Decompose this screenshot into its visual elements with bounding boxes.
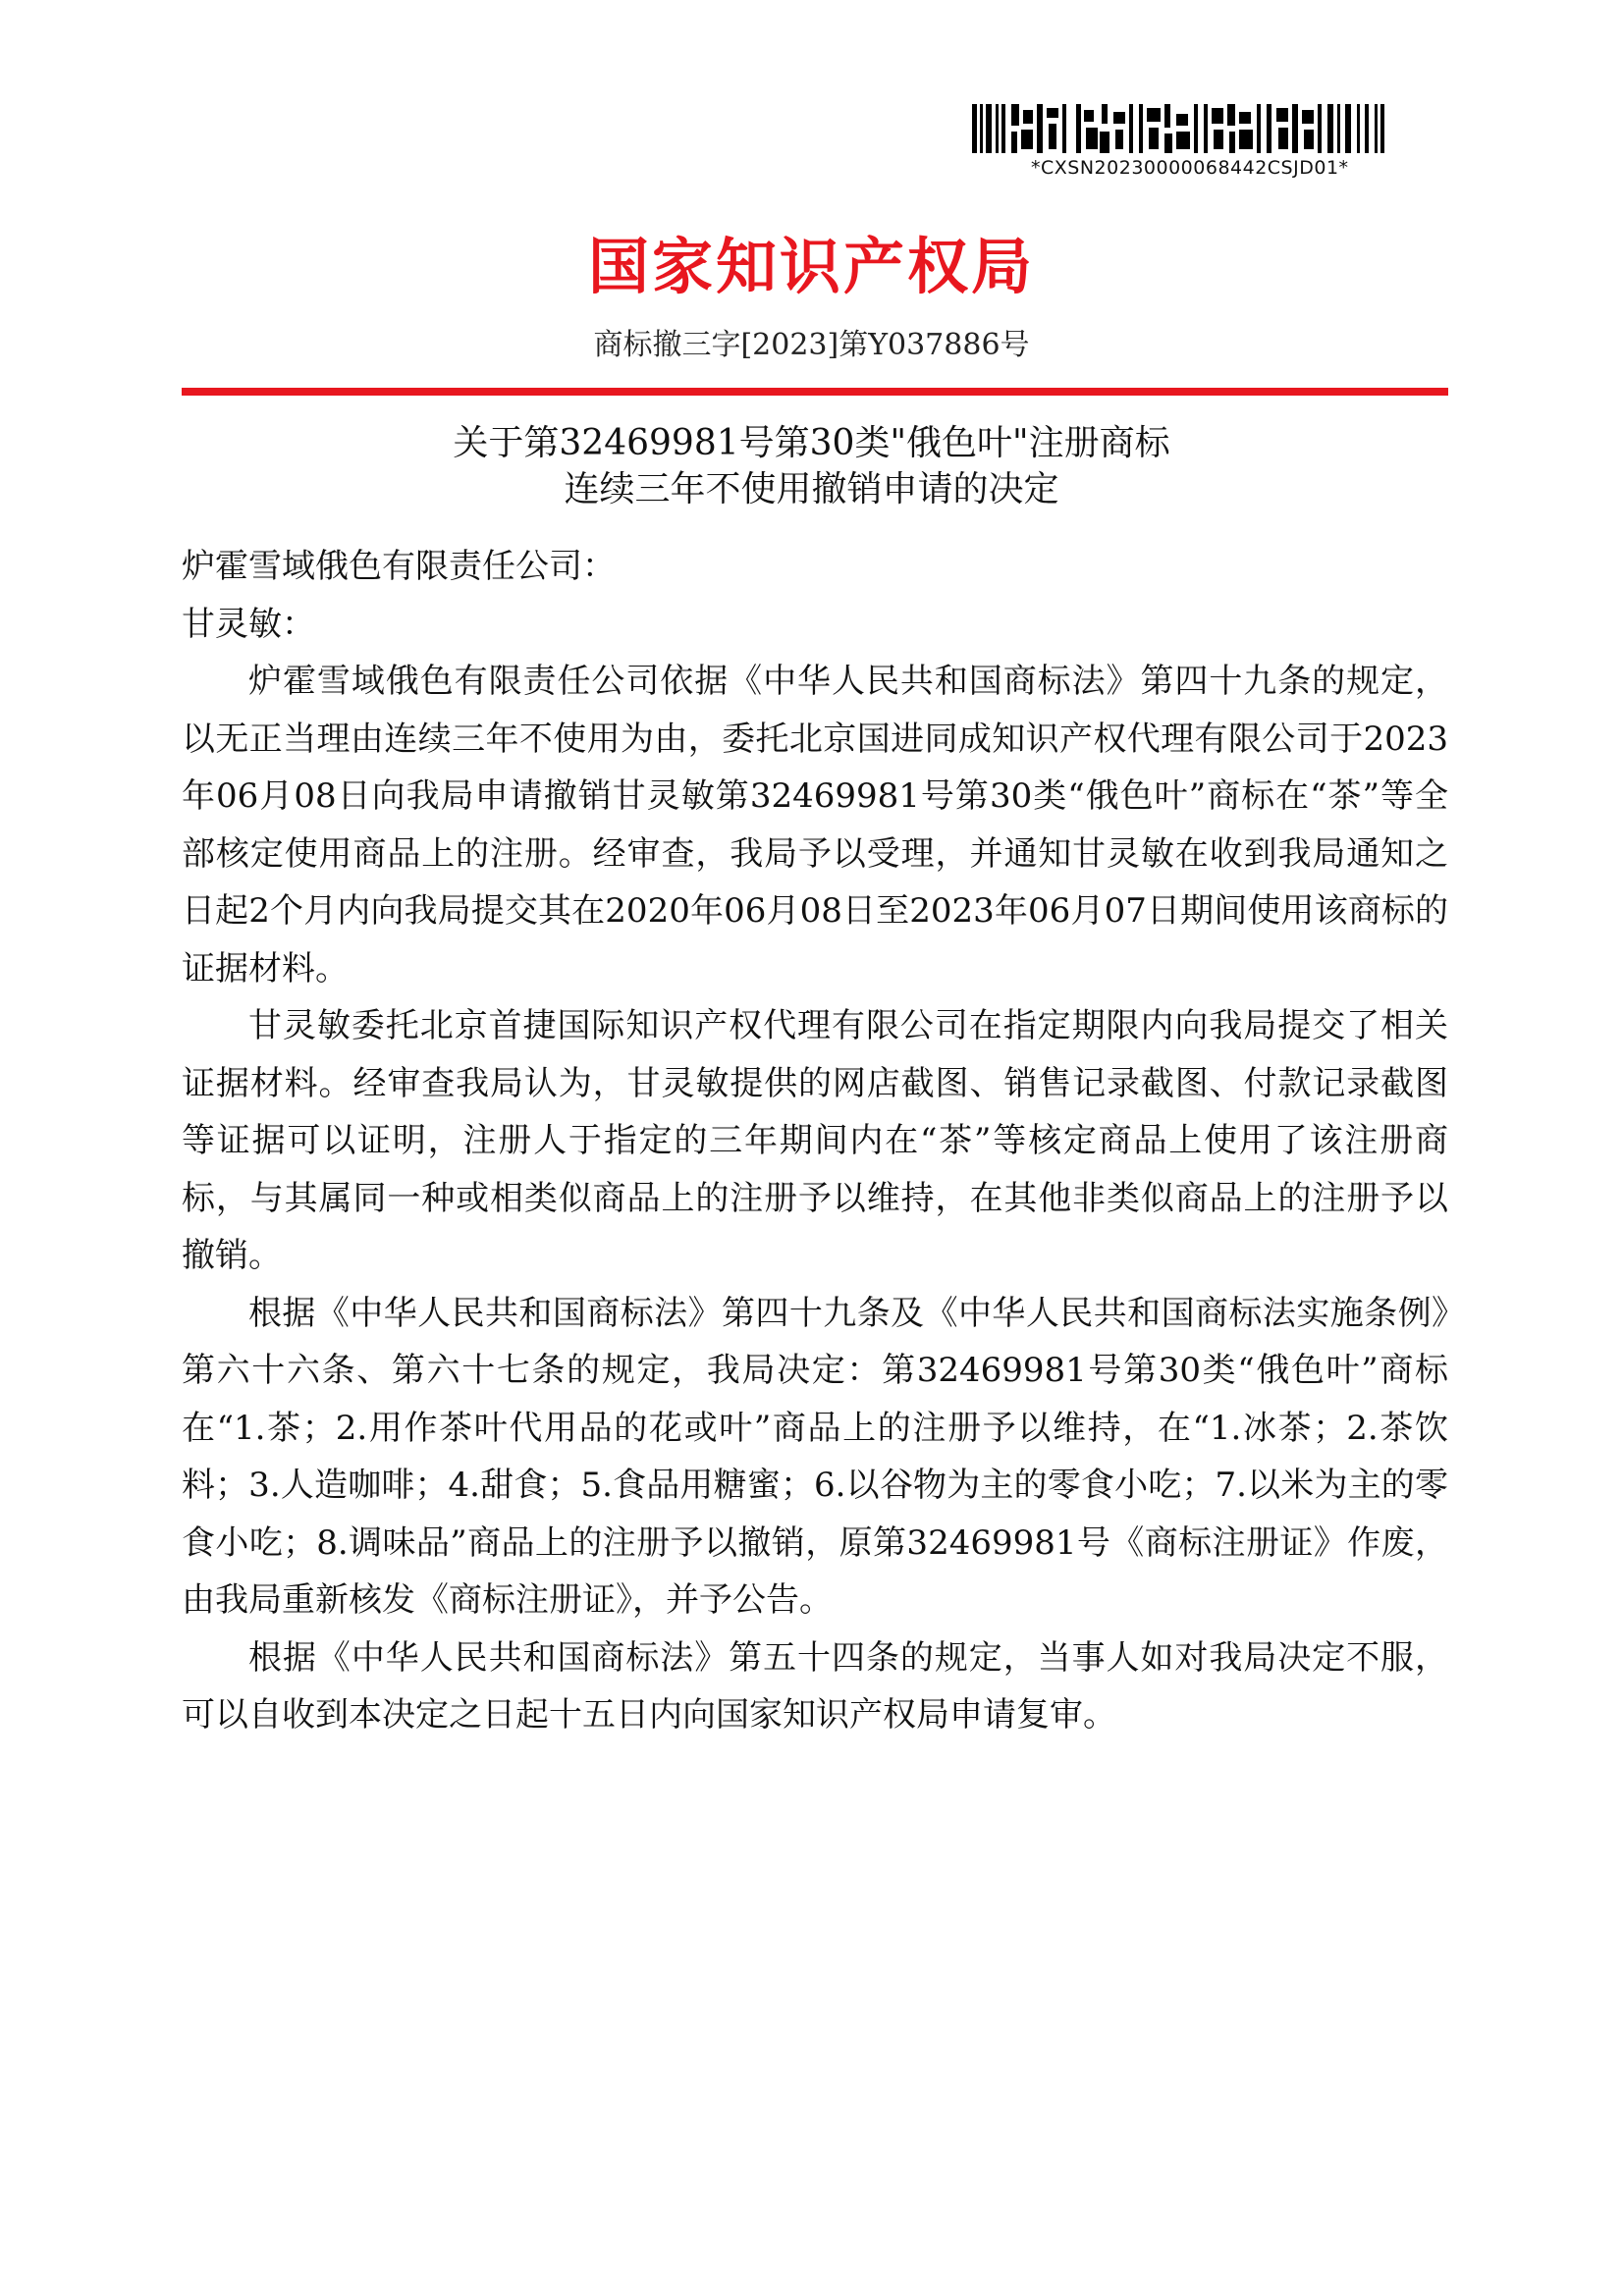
- paragraph-appeal: 根据《中华人民共和国商标法》第五十四条的规定，当事人如对我局决定不服，可以自收到本决定之日起十五日内向国家知识产权局申请复审。: [182, 1637, 1448, 1735]
- red-divider: [182, 388, 1448, 396]
- document-body: [182, 538, 1448, 1744]
- barcode-icon: [972, 104, 1384, 153]
- paragraph-decision: 根据《中华人民共和国商标法》第四十九条及《中华人民共和国商标法实施条例》第六十六条、第六十七条的规定，我局决定：第32469981号第30类“俄色叶”商标在“1.茶；2.用作茶叶代用品的花或叶”商品上的注册予以维持，在“1.冰茶；2.茶饮料；3.人造咖啡；4.甜食；5.食品用糖蜜；6.以谷物为主的零食小吃；7.以米为主的零食小吃；8.调味品”商品上的注册予以撤销，原第32469981号《商标注册证》作废，由我局重新核发《商标注册证》，并予公告。: [182, 1293, 1448, 1620]
- addressee-registrant: 甘灵敏：: [182, 604, 315, 644]
- paragraph-examination: 甘灵敏委托北京首捷国际知识产权代理有限公司在指定期限内向我局提交了相关证据材料。经审查我局认为，甘灵敏提供的网店截图、销售记录截图、付款记录截图等证据可以证明，注册人于指定的三年期间内在“茶”等核定商品上使用了该注册商标，与其属同一种或相类似商品上的注册予以维持，在其他非类似商品上的注册予以撤销。: [182, 1006, 1448, 1275]
- decision-title: [0, 420, 1623, 512]
- agency-name: 国家知识产权局: [587, 231, 1035, 302]
- title-line-2: 连续三年不使用撤销申请的决定: [564, 469, 1059, 509]
- title-line-1: 关于第32469981号第30类"俄色叶"注册商标: [453, 423, 1170, 463]
- barcode: [972, 104, 1394, 153]
- document-number: 商标撤三字[2023]第Y037886号: [593, 328, 1030, 362]
- barcode-number: *CXSN20230000068442CSJD01*: [1031, 157, 1349, 179]
- paragraph-application: 炉霍雪域俄色有限责任公司依据《中华人民共和国商标法》第四十九条的规定，以无正当理由连续三年不使用为由，委托北京国进同成知识产权代理有限公司于2023年06月08日向我局申请撤销甘灵敏第32469981号第30类“俄色叶”商标在“茶”等全部核定使用商品上的注册。经审查，我局予以受理，并通知甘灵敏在收到我局通知之日起2个月内向我局提交其在2020年06月08日至2023年06月07日期间使用该商标的证据材料。: [182, 662, 1448, 988]
- addressee-applicant: 炉霍雪域俄色有限责任公司：: [182, 547, 616, 586]
